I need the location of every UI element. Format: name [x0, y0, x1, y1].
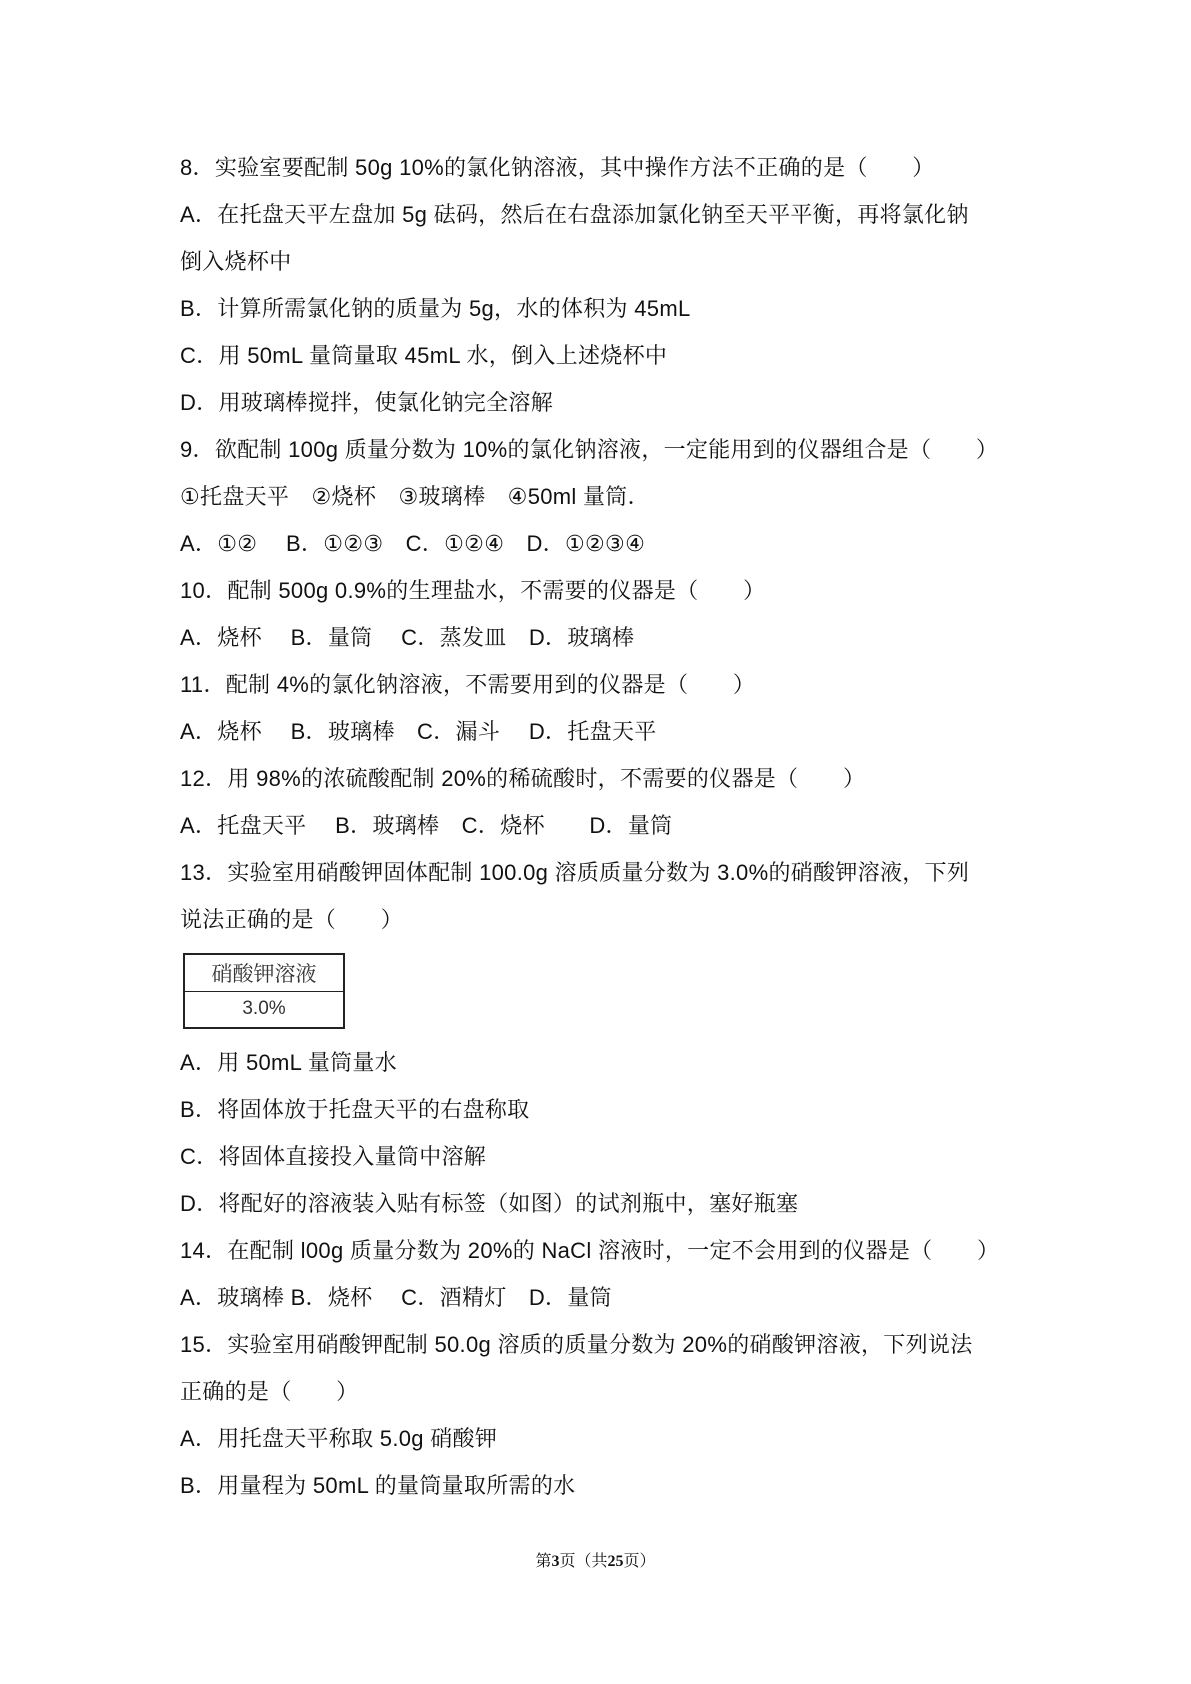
question-8-option-b: B．计算所需氯化钠的质量为 5g，水的体积为 45mL: [180, 296, 691, 321]
reagent-label-value: 3.0%: [242, 998, 286, 1019]
question-15-stem-line2: 正确的是（ ）: [180, 1379, 359, 1404]
question-12-stem: 12．用 98%的浓硫酸配制 20%的稀硫酸时，不需要的仪器是（ ）: [180, 766, 866, 791]
question-8-option-a-line1: A．在托盘天平左盘加 5g 砝码，然后在右盘添加氯化钠至天平平衡，再将氯化钠: [180, 202, 969, 227]
question-10-options: A．烧杯 B．量筒 C．蒸发皿 D．玻璃棒: [180, 625, 635, 650]
question-12-options: A．托盘天平 B．玻璃棒 C．烧杯 D．量筒: [180, 813, 673, 838]
question-13-stem-line2: 说法正确的是（ ）: [180, 907, 404, 932]
question-13-option-d: D．将配好的溶液装入贴有标签（如图）的试剂瓶中，塞好瓶塞: [180, 1191, 799, 1216]
question-8-option-d: D．用玻璃棒搅拌，使氯化钠完全溶解: [180, 390, 553, 415]
question-14-stem: 14．在配制 l00g 质量分数为 20%的 NaCl 溶液时，一定不会用到的仪器是（ ）: [180, 1238, 1000, 1263]
question-15-option-a: A．用托盘天平称取 5.0g 硝酸钾: [180, 1426, 498, 1451]
question-8-option-a-line2: 倒入烧杯中: [180, 249, 292, 274]
reagent-label-figure: [183, 953, 345, 1029]
footer-middle: 页（共: [559, 1553, 608, 1570]
question-13-option-a: A．用 50mL 量筒量水: [180, 1050, 398, 1075]
footer-page-number: 3: [551, 1553, 560, 1570]
question-13-stem-line1: 13．实验室用硝酸钾固体配制 100.0g 溶质质量分数为 3.0%的硝酸钾溶液，下列: [180, 860, 970, 885]
question-9-options: A．①② B．①②③ C．①②④ D．①②③④: [180, 531, 646, 556]
question-13-option-c: C．将固体直接投入量筒中溶解: [180, 1144, 487, 1169]
question-9-items: ①托盘天平 ②烧杯 ③玻璃棒 ④50ml 量筒．: [180, 484, 650, 509]
question-8-option-c: C．用 50mL 量筒量取 45mL 水，倒入上述烧杯中: [180, 343, 668, 368]
question-15-stem-line1: 15．实验室用硝酸钾配制 50.0g 溶质的质量分数为 20%的硝酸钾溶液，下列说法: [180, 1332, 973, 1357]
question-15-option-b: B．用量程为 50mL 的量筒量取所需的水: [180, 1473, 576, 1498]
question-11-options: A．烧杯 B．玻璃棒 C．漏斗 D．托盘天平: [180, 719, 657, 744]
footer-suffix: 页）: [623, 1553, 656, 1570]
question-9-stem: 9．欲配制 100g 质量分数为 10%的氯化钠溶液，一定能用到的仪器组合是（ ）: [180, 437, 999, 462]
reagent-label-name: 硝酸钾溶液: [185, 955, 343, 992]
question-10-stem: 10．配制 500g 0.9%的生理盐水，不需要的仪器是（ ）: [180, 578, 766, 603]
question-11-stem: 11．配制 4%的氯化钠溶液，不需要用到的仪器是（ ）: [180, 672, 756, 697]
question-list: [180, 144, 1020, 1509]
question-14-options: A．玻璃棒 B．烧杯 C．酒精灯 D．量筒: [180, 1285, 612, 1310]
footer-total-pages: 25: [607, 1553, 624, 1570]
question-8-stem: 8．实验室要配制 50g 10%的氯化钠溶液，其中操作方法不正确的是（ ）: [180, 155, 935, 180]
footer-prefix: 第: [535, 1553, 552, 1570]
question-13-option-b: B．将固体放于托盘天平的右盘称取: [180, 1097, 530, 1122]
page-footer: [0, 1548, 1191, 1571]
